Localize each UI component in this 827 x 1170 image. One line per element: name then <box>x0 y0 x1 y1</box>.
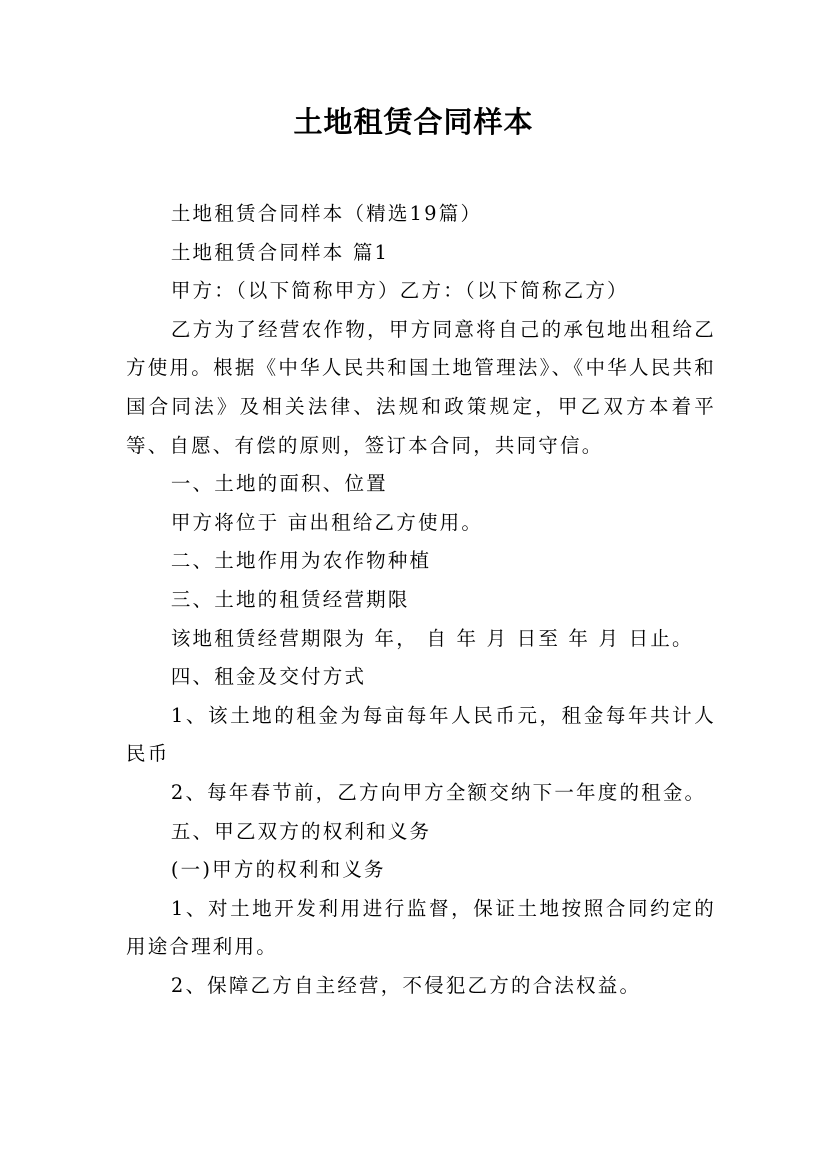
clause-heading-rights: 五、甲乙双方的权利和义务 <box>170 819 432 843</box>
clause-heading-usage: 二、土地作用为农作物种植 <box>170 549 432 573</box>
document-title: 土地租赁合同样本 <box>293 105 534 139</box>
paragraph-rent-amount: 1、该土地的租金为每亩每年人民币元，租金每年共计人民币 <box>126 703 716 766</box>
paragraph-term: 该地租赁经营期限为 年， 自 年 月 日至 年 月 日止。 <box>170 626 694 650</box>
paragraph-location: 甲方将位于 亩出租给乙方使用。 <box>170 510 484 534</box>
paragraph-supervision: 1、对土地开发利用进行监督，保证土地按照合同约定的用途合理利用。 <box>126 896 716 959</box>
subclause-heading-party-a: (一)甲方的权利和义务 <box>170 858 386 882</box>
paragraph-preamble: 乙方为了经营农作物，甲方同意将自己的承包地出租给乙方使用。根据《中华人民共和国土地管理法》、《中华人民共和国合同法》及相关法律、法规和政策规定，甲乙双方本着平等、自愿、有偿的原则，签订本合同，共同守信。 <box>126 317 716 457</box>
clause-heading-term: 三、土地的租赁经营期限 <box>170 587 410 611</box>
clause-heading-rent: 四、租金及交付方式 <box>170 665 367 689</box>
clause-heading-area: 一、土地的面积、位置 <box>170 472 388 496</box>
paragraph-rent-payment: 2、每年春节前，乙方向甲方全额交纳下一年度的租金。 <box>170 780 707 804</box>
paragraph-protection: 2、保障乙方自主经营，不侵犯乙方的合法权益。 <box>170 973 642 997</box>
document-body <box>126 195 716 1005</box>
paragraph-parties: 甲方：（以下简称甲方）乙方：（以下简称乙方） <box>170 279 629 303</box>
paragraph-subtitle: 土地租赁合同样本（精选19篇） <box>170 202 483 225</box>
paragraph-section-heading: 土地租赁合同样本 篇1 <box>170 240 390 264</box>
